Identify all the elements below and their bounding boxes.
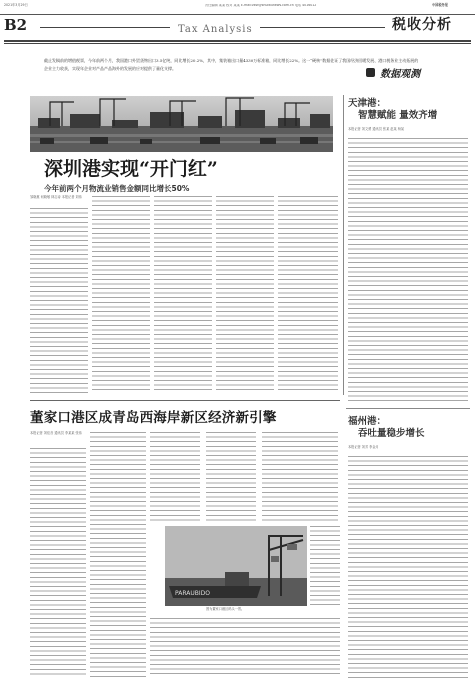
dongjiakou-port-photo [165,526,307,606]
main-article-column-5 [278,196,338,394]
dongjiakou-byline: 本报记者 刘佳音 通讯员 李某某 张伟 [30,431,82,435]
fuzhou-title-line-2: 吞吐量稳步增长 [358,428,425,439]
main-subhead: 今年前两个月物流业销售金额同比增长50% [44,184,190,193]
tianjin-title-line-2: 智慧赋能 量效齐增 [358,110,438,121]
fuzhou-article-body [348,456,468,678]
dongjiakou-column-3 [150,432,200,522]
main-article-column-4 [216,196,274,394]
section-title-chinese: 税收分析 [392,17,452,33]
main-headline: 深圳港实现“开门红” [44,158,218,180]
bottom-section-rule [30,400,340,401]
tianjin-title-line-1: 天津港： [348,98,387,109]
dongjiakou-photo-side-text [310,526,340,606]
main-article-column-1 [30,208,88,394]
fuzhou-title-line-1: 福州港： [348,416,387,427]
section-title-english: Tax Analysis [178,24,253,35]
fuzhou-separator [346,408,470,409]
header-thick-rule [4,40,471,42]
ship-hull-text: PARAUBIDO [175,590,210,597]
page-code: B2 [4,16,28,34]
logo-square-icon [366,68,375,77]
header-rule-right [260,27,385,28]
tianjin-byline: 本报记者 刘文勇 通讯员 张某 赵某 杨某 [348,127,405,131]
dongjiakou-column-4 [206,432,256,522]
lead-abstract: 截止发稿前的增值税票，今年前两个月，我国港口外贸货物出口3.5亿吨，同比增长20.2%，其中，集装箱出口量4330万标准箱，同比增长22%。这一“硬核”数据佐证了我国经济回暖发展、港口税务业主动拓展的企业主力收获，实现年企业对产品产品海外的发展的应对提供了量化支撑。 [44,58,419,71]
editor-info: 责任编辑 某某 校对 某某 E-mail:zxst@shuiwunews.com.cn 电话 4016012 [205,4,317,7]
shenzhen-port-photo [30,96,333,152]
issue-date: 2021年3月29日 [4,3,28,7]
fuzhou-byline: 本报记者 刘芳 李金月 [348,445,379,449]
logo-text: 数据观测 [380,69,421,80]
column-separator-right [343,95,344,395]
newspaper-name: 中国税务报 [432,3,448,7]
dongjiakou-column-2 [90,432,146,678]
main-byline: 邹晓惠 何晓敏 林志诗 本报记者 刘伟 [30,195,82,199]
tianjin-article-body [348,138,468,404]
dongjiakou-headline: 董家口港区成青岛西海岸新区经济新引擎 [30,410,277,426]
header-thin-rule [4,43,471,44]
data-observation-logo [366,62,442,80]
main-article-column-2 [92,196,150,394]
dongjiakou-bottom-text [150,618,340,678]
header-rule-left [40,27,170,28]
dongjiakou-column-5 [262,432,338,522]
photo-caption: 图为董家口港区码头一景。 [206,607,245,611]
dongjiakou-column-1 [30,448,86,678]
masthead-bar [0,0,475,15]
main-article-column-3 [154,196,212,394]
